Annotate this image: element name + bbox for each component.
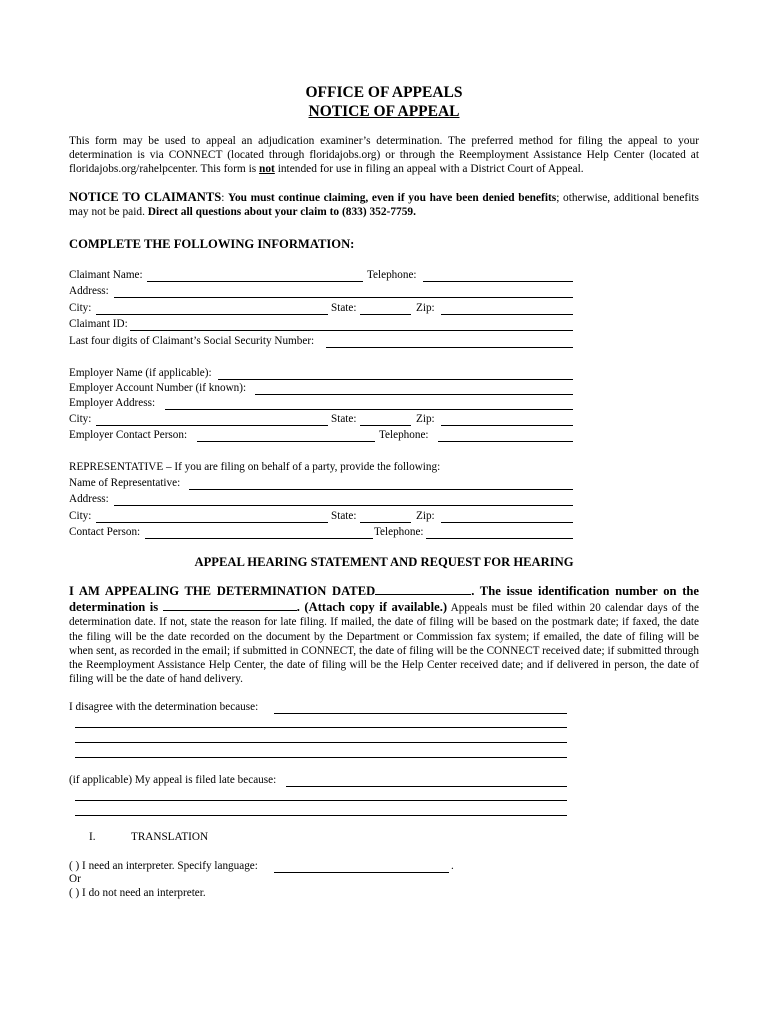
employer-state-label: State: (331, 413, 357, 425)
language-field[interactable] (274, 860, 449, 873)
claimant-address-field[interactable] (114, 285, 573, 298)
claimant-zip-label: Zip: (416, 302, 435, 314)
representative-intro: REPRESENTATIVE – If you are filing on behalf of a party, provide the following: (69, 461, 441, 473)
claimant-state-label: State: (331, 302, 357, 314)
notice-phone: Direct all questions about your claim to (833) 352-7759. (147, 206, 416, 218)
employer-telephone-label: Telephone: (379, 429, 429, 441)
attach-copy-note: . (Attach copy if available.) (296, 600, 448, 615)
employer-account-label: Employer Account Number (if known): (69, 382, 247, 394)
employer-contact-field[interactable] (197, 429, 375, 442)
representative-contact-label: Contact Person: (69, 526, 141, 538)
form-title: NOTICE OF APPEAL (308, 103, 460, 120)
intro-not-emphasis: not (259, 163, 275, 175)
employer-address-field[interactable] (165, 397, 573, 410)
claimant-name-field[interactable] (147, 269, 363, 282)
representative-state-label: State: (331, 510, 357, 522)
issue-id-field[interactable] (163, 599, 297, 611)
late-field-line-1[interactable] (286, 774, 567, 787)
representative-state-field[interactable] (360, 510, 411, 523)
translation-title: TRANSLATION (131, 831, 209, 843)
disagree-field-line-4[interactable] (75, 757, 567, 758)
employer-name-label: Employer Name (if applicable): (69, 367, 212, 379)
notice-label: NOTICE TO CLAIMANTS (69, 190, 222, 204)
need-interpreter-option[interactable]: ( ) I need an interpreter. Specify language: (69, 860, 258, 872)
notice-text: ; otherwise, additional benefits may not be paid. (69, 192, 699, 218)
notice-paragraph (69, 190, 699, 219)
representative-name-field[interactable] (189, 477, 573, 490)
claimant-state-field[interactable] (360, 302, 411, 315)
claimant-id-label: Claimant ID: (69, 318, 128, 330)
employer-city-field[interactable] (96, 413, 328, 426)
representative-address-field[interactable] (114, 493, 573, 506)
employer-city-label: City: (69, 413, 92, 425)
claimant-city-label: City: (69, 302, 92, 314)
employer-telephone-field[interactable] (438, 429, 573, 442)
employer-name-field[interactable] (218, 367, 573, 380)
or-text: Or (69, 873, 81, 885)
disagree-field-line-2[interactable] (75, 727, 567, 728)
no-interpreter-option[interactable]: ( ) I do not need an interpreter. (69, 887, 206, 899)
disagree-field-line-3[interactable] (75, 742, 567, 743)
employer-address-label: Employer Address: (69, 397, 156, 409)
notice-continue-claiming: You must continue claiming, even if you have been denied benefits (228, 192, 557, 204)
form-header (69, 83, 699, 121)
claimant-zip-field[interactable] (441, 302, 573, 315)
claimant-address-label: Address: (69, 285, 109, 297)
employer-account-field[interactable] (255, 382, 573, 395)
appeal-paragraph (69, 583, 699, 686)
issue-id-label: . The issue identification number on the determination is (69, 584, 699, 615)
determination-date-field[interactable] (375, 583, 471, 595)
representative-zip-label: Zip: (416, 510, 435, 522)
complete-heading: COMPLETE THE FOLLOWING INFORMATION: (69, 237, 355, 251)
claimant-city-field[interactable] (96, 302, 328, 315)
disagree-label: I disagree with the determination because: (69, 701, 259, 713)
representative-city-field[interactable] (96, 510, 328, 523)
representative-address-label: Address: (69, 493, 109, 505)
translation-number: I. (89, 831, 96, 843)
employer-state-field[interactable] (360, 413, 411, 426)
claimant-telephone-field[interactable] (423, 269, 573, 282)
claimant-name-label: Claimant Name: (69, 269, 143, 281)
late-field-line-2[interactable] (75, 800, 567, 801)
filing-rules-text: Appeals must be filed within 20 calendar days of the determination date. If not, state the reason for late filing. If mailed, the date of filing will be based on the postmark date; if faxed, the date the filing will be the date recorded on the document by the Department or Commission fax system; if emailed, the date of filing will be when sent, as recorded in the email; if submitted in CONNECT, the date of filing will be the CONNECT received date; if submitted through the Reemployment Assistance Help Center, the date of filing will be the Help Center received date; and if delivered in person, the date of filing will be the date of hand delivery. (69, 602, 699, 686)
representative-city-label: City: (69, 510, 92, 522)
intro-text-end: intended for use in filing an appeal with a District Court of Appeal. (274, 163, 584, 175)
representative-zip-field[interactable] (441, 510, 573, 523)
claimant-telephone-label: Telephone: (367, 269, 417, 281)
translation-heading (89, 831, 209, 844)
representative-telephone-label: Telephone: (374, 526, 424, 538)
claimant-ssn-label: Last four digits of Claimant’s Social Security Number: (69, 335, 315, 347)
employer-zip-label: Zip: (416, 413, 435, 425)
employer-contact-label: Employer Contact Person: (69, 429, 188, 441)
claimant-ssn-field[interactable] (326, 335, 573, 348)
intro-text: This form may be used to appeal an adjudication examiner’s determination. The preferred method for filing the appeal to your determination is via CONNECT (located through floridajobs.org) or through the Reemployment Assistance Help Center (located at floridajobs.org/rahelpcenter. This form is (69, 135, 699, 175)
office-title: OFFICE OF APPEALS (305, 84, 463, 101)
appeal-dated-label: I AM APPEALING THE DETERMINATION DATED (69, 584, 376, 598)
representative-contact-field[interactable] (145, 526, 373, 539)
employer-zip-field[interactable] (441, 413, 573, 426)
representative-name-label: Name of Representative: (69, 477, 181, 489)
claimant-id-field[interactable] (130, 318, 573, 331)
representative-telephone-field[interactable] (426, 526, 573, 539)
late-field-line-3[interactable] (75, 815, 567, 816)
appeal-heading: APPEAL HEARING STATEMENT AND REQUEST FOR HEARING (194, 555, 574, 569)
disagree-field-line-1[interactable] (274, 701, 567, 714)
language-period: . (451, 860, 454, 872)
notice-colon: : (221, 192, 229, 204)
late-label: (if applicable) My appeal is filed late because: (69, 774, 277, 786)
intro-paragraph (69, 134, 699, 176)
